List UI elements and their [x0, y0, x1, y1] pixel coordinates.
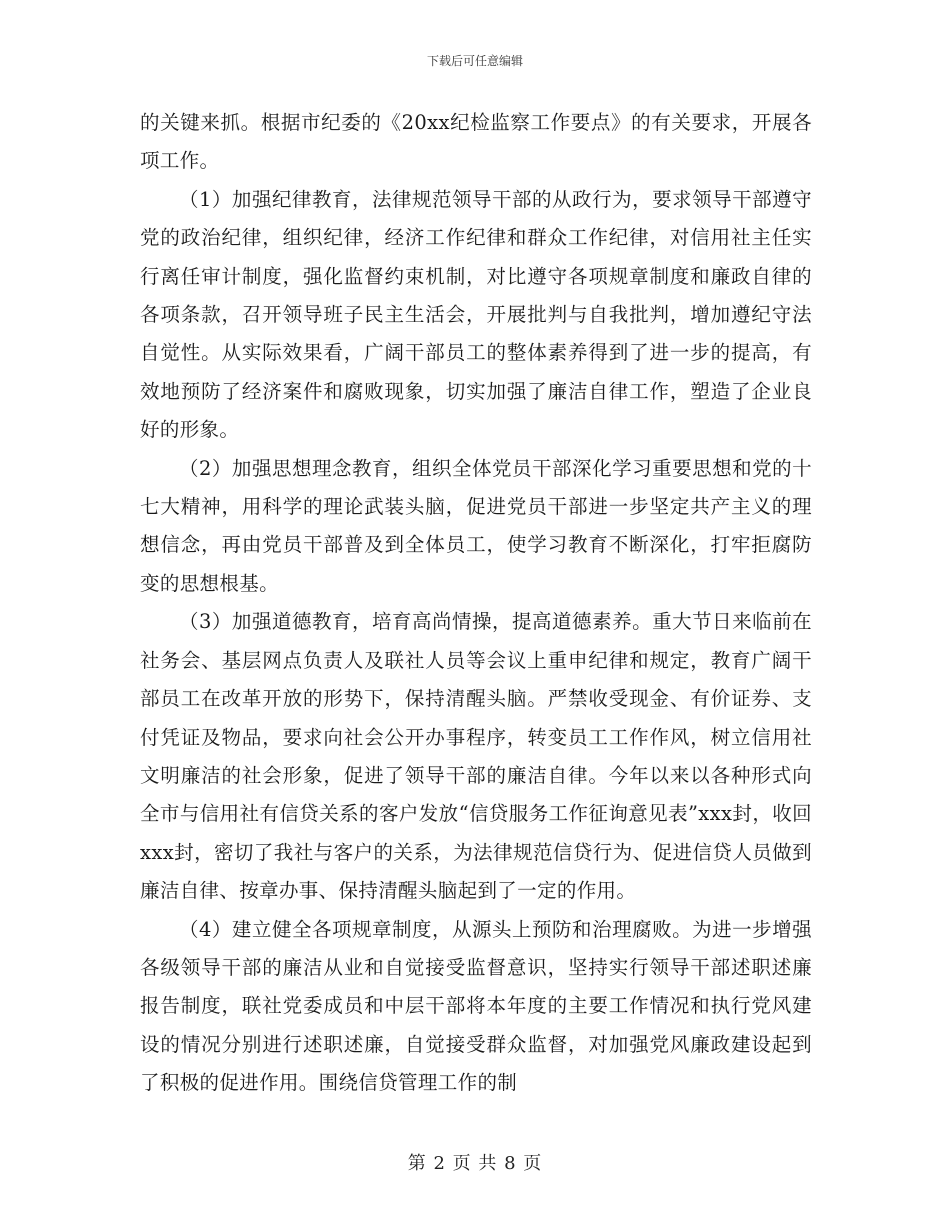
paragraph: （1）加强纪律教育，法律规范领导干部的从政行为，要求领导干部遵守党的政治纪律，组织纪律，经济工作纪律和群众工作纪律，对信用社主任实行离任审计制度，强化监督约束机制，对比遵守各项规章制度和廉政自律的各项条款，召开领导班子民主生活会，开展批判与自我批判，增加遵纪守法自觉性。从实际效果看，广阔干部员工的整体素养得到了进一步的提高，有效地预防了经济案件和腐败现象，切实加强了廉洁自律工作，塑造了企业良好的形象。: [140, 187, 812, 442]
paragraph: （4）建立健全各项规章制度，从源头上预防和治理腐败。为进一步增强各级领导干部的廉洁从业和自觉接受监督意识，坚持实行领导干部述职述廉报告制度，联社党委成员和中层干部将本年度的主要工作情况和执行党风建设的情况分别进行述职述廉，自觉接受群众监督，对加强党风廉政建设起到了积极的促进作用。围绕信贷管理工作的制: [140, 917, 812, 1095]
page-footer: [0, 1149, 950, 1175]
page-number: 第 2 页 共 8 页: [407, 1153, 543, 1174]
paragraph: （3）加强道德教育，培育高尚情操，提高道德素养。重大节日来临前在社务会、基层网点负责人及联社人员等会议上重申纪律和规定，教育广阔干部员工在改革开放的形势下，保持清醒头脑。严禁收受现金、有价证券、支付凭证及物品，要求向社会公开办事程序，转变员工工作作风，树立信用社文明廉洁的社会形象，促进了领导干部的廉洁自律。今年以来以各种形式向全市与信用社有信贷关系的客户发放“信贷服务工作征询意见表”xxx封，收回xxx封，密切了我社与客户的关系，为法律规范信贷行为、促进信贷人员做到廉洁自律、按章办事、保持清醒头脑起到了一定的作用。: [140, 610, 812, 903]
paragraph: 的关键来抓。根据市纪委的《20xx纪检监察工作要点》的有关要求，开展各项工作。: [140, 111, 812, 173]
page-header: 下载后可任意编辑: [426, 54, 523, 68]
document-body: [140, 104, 812, 1103]
paragraph: （2）加强思想理念教育，组织全体党员干部深化学习重要思想和党的十七大精神，用科学的理论武装头脑，促进党员干部进一步坚定共产主义的理想信念，再由党员干部普及到全体员工，使学习教育不断深化，打牢拒腐防变的思想根基。: [140, 456, 812, 595]
